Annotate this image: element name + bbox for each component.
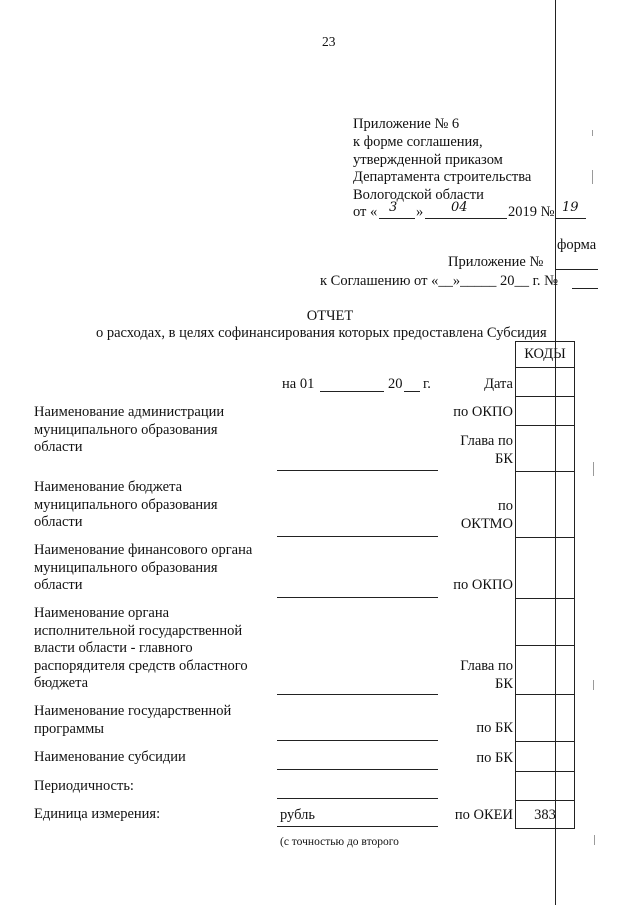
label-line: области <box>34 439 83 455</box>
report-subtitle: о расходах, в целях софинансирования которых предоставлена Субсидия <box>96 325 547 341</box>
label-line: Единица измерения: <box>34 806 161 822</box>
row-label-executive-body <box>34 605 248 693</box>
label-line: программы <box>34 720 104 737</box>
date-year-no: 2019 № <box>508 204 555 220</box>
header-line: Департамента строительства <box>353 169 532 185</box>
code-label: БК <box>495 451 513 467</box>
label-line: области <box>34 514 83 530</box>
row-label-budget <box>34 479 218 532</box>
appendix-line1: Приложение № <box>448 254 544 270</box>
code-label-date: Дата <box>484 376 513 392</box>
date-line-year: 20 <box>388 376 403 392</box>
code-label: по БК <box>476 720 513 736</box>
label-line: области <box>34 577 83 593</box>
date-number-handwritten: 19 <box>562 200 579 215</box>
header-line: утвержденной приказом <box>353 152 503 168</box>
header-line: к форме соглашения, <box>353 134 483 150</box>
code-label: БК <box>495 676 513 692</box>
row-label-subsidy <box>34 749 186 767</box>
label-line: Наименование администрации <box>34 404 225 420</box>
label-line: Наименование бюджета <box>34 479 183 495</box>
code-label: ОКТМО <box>460 516 513 532</box>
label-line: исполнительной государственной <box>34 622 243 639</box>
label-line: муниципального образования <box>34 421 218 438</box>
row-label-finance-body <box>34 542 252 595</box>
date-day-handwritten: 3 <box>389 200 398 215</box>
row-label-administration <box>34 404 224 457</box>
header-line: Приложение № 6 <box>353 116 460 132</box>
page-number: 23 <box>322 34 336 49</box>
row-label-state-program <box>34 703 231 738</box>
date-prefix: от « <box>353 204 378 220</box>
date-month-handwritten: 04 <box>451 200 468 215</box>
row-label-unit <box>34 806 160 824</box>
form-side-label: форма <box>557 237 597 253</box>
date-line-suffix: г. <box>423 376 431 392</box>
label-line: распорядителя средств областного <box>34 657 248 674</box>
label-line: Наименование финансового органа <box>34 542 253 558</box>
report-title: ОТЧЕТ <box>306 308 354 324</box>
label-line: власти области - главного <box>34 640 193 656</box>
label-line: Периодичность: <box>34 778 134 794</box>
code-label: по БК <box>476 750 513 766</box>
code-label: Глава по <box>460 658 513 674</box>
label-line: муниципального образования <box>34 496 218 513</box>
appendix-line2: к Соглашению от «__»_____ 20__ г. № <box>320 273 558 289</box>
unit-value: рубль <box>280 807 315 823</box>
code-label: по ОКЕИ <box>454 807 513 823</box>
footnote: (с точностью до второго <box>280 836 399 848</box>
code-label: по <box>497 498 513 514</box>
label-line: муниципального образования <box>34 559 218 576</box>
code-label: Глава по <box>460 433 513 449</box>
row-label-periodicity <box>34 778 134 796</box>
header-line: Вологодской области <box>353 187 484 203</box>
date-line-prefix: на 01 <box>282 376 315 392</box>
code-label: по ОКПО <box>453 404 513 420</box>
label-line: Наименование субсидии <box>34 749 186 765</box>
date-mid: » <box>416 204 424 220</box>
label-line: Наименование государственной <box>34 703 232 719</box>
codes-header: КОДЫ <box>524 346 566 362</box>
label-line: бюджета <box>34 675 89 691</box>
label-line: Наименование органа <box>34 605 170 621</box>
okei-code-value: 383 <box>534 807 556 823</box>
code-label: по ОКПО <box>453 577 513 593</box>
